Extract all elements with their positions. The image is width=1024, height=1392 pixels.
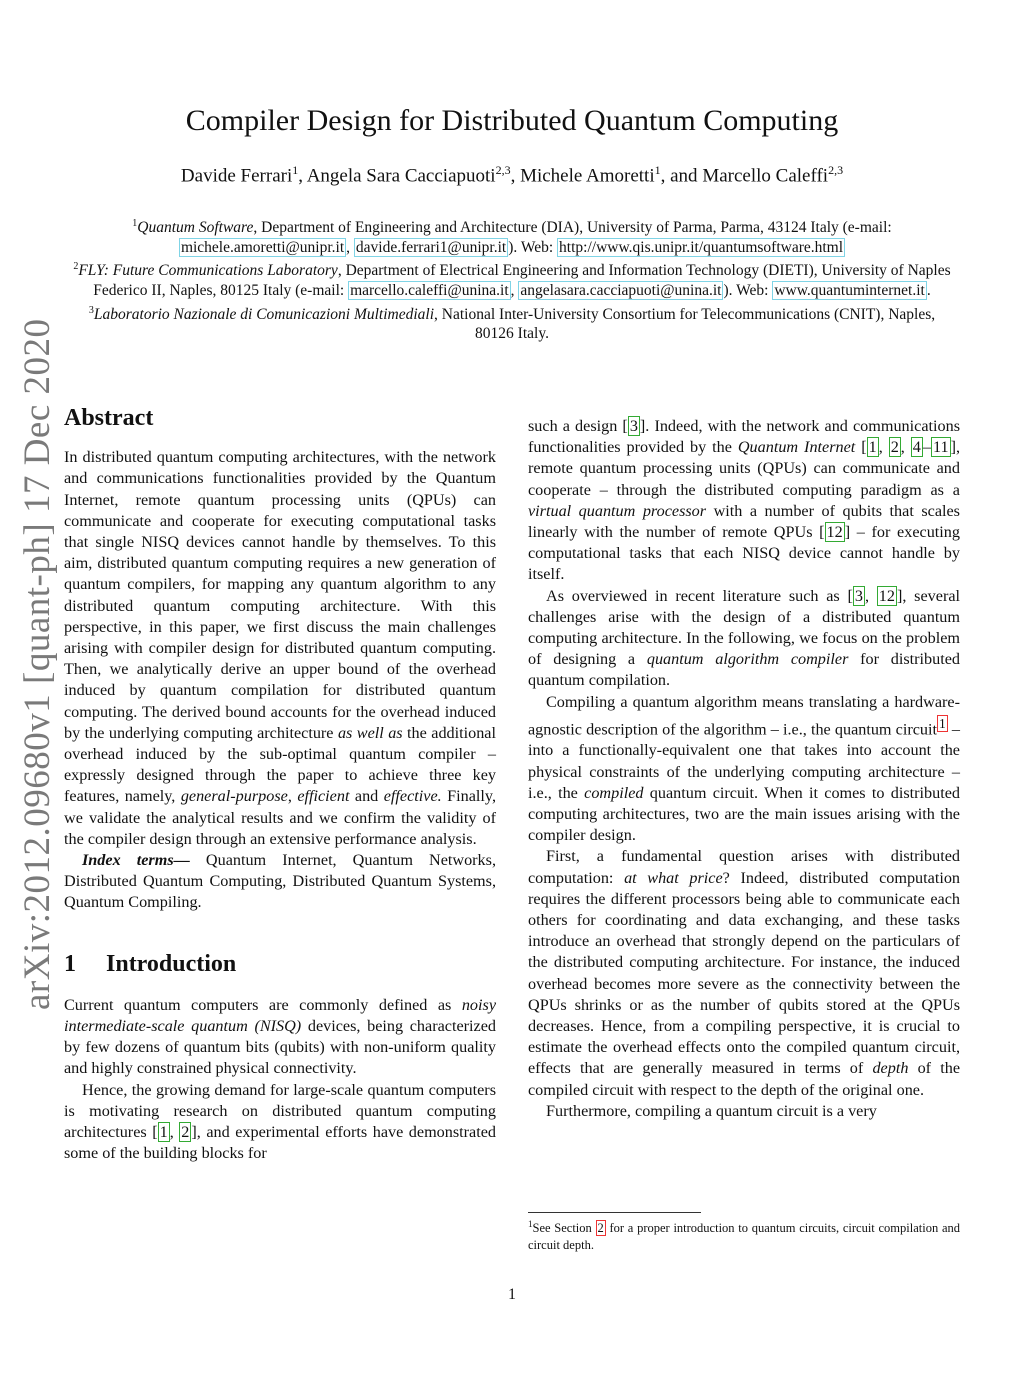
right-paragraph-3: Compiling a quantum algorithm means translating a hardware-agnostic description of the algorithm – i.e., the quantum circuit $^1$ – into a functionally-equivalent one that takes into account the physical constraints of the underlying computing architecture – i.e., the compiled quantum circuit. When it comes to distributed computing architectures, two are the main issues arising with the compiler design. bbox=[528, 692, 960, 845]
paper-title: Compiler Design for Distributed Quantum Computing bbox=[185, 104, 839, 137]
author-name: Davide Ferrari bbox=[180, 165, 293, 187]
right-column bbox=[528, 416, 960, 1122]
section-number: 1 bbox=[64, 950, 76, 977]
citation-link[interactable]: 4 bbox=[912, 438, 921, 457]
index-terms-label: Index terms— bbox=[82, 851, 190, 870]
citation-link[interactable]: 11 bbox=[932, 438, 949, 457]
left-column bbox=[64, 405, 497, 1165]
arxiv-identifier: arXiv:2012.09680v1 [quant-ph] 17 Dec 2020 bbox=[17, 318, 58, 1010]
author-affiliation-mark: 2,3 bbox=[828, 163, 844, 177]
author-name: Michele Amoretti bbox=[520, 165, 655, 187]
citation-link[interactable]: 1 bbox=[868, 438, 877, 457]
footnote-link[interactable]: 1 bbox=[939, 715, 946, 731]
page-number: 1 bbox=[508, 1286, 516, 1303]
index-terms: Index terms— Quantum Internet, Quantum Networks, Distributed Quantum Computing, Distributed Quantum Systems, Quantum Compiling. bbox=[64, 851, 496, 912]
intro-paragraph-2: Hence, the growing demand for large-scale quantum computers is motivating research on distributed quantum computing architectures [ 1 , 2 ], and experimental efforts have demonstrated some of the building blocks for bbox=[64, 1080, 497, 1163]
abstract-heading: Abstract bbox=[64, 405, 154, 431]
email-link[interactable]: michele.amoretti@unipr.it bbox=[180, 238, 345, 256]
author-affiliation-mark: 1 bbox=[654, 163, 661, 177]
footnote-number: 1 bbox=[528, 1219, 533, 1229]
citation-link[interactable]: 3 bbox=[629, 417, 638, 435]
author-name: Marcello Caleffi bbox=[702, 165, 829, 187]
email-link[interactable]: marcello.caleffi@unina.it bbox=[350, 282, 509, 300]
author-affiliation-mark: 1 bbox=[292, 163, 299, 177]
web-link[interactable]: www.quantuminternet.it bbox=[774, 282, 925, 300]
citation-link[interactable]: 1 bbox=[159, 1123, 168, 1142]
footnote: $^1$See Section 2 for a proper introduction to quantum circuits, circuit compilation and circuit depth. bbox=[528, 1219, 961, 1253]
affiliation-3: $^3$Laboratorio Nazionale di Comunicazioni Multimediali, National Inter-University Consortium for Telecommunications (CNIT), Naples, 80126 Italy. bbox=[88, 304, 936, 343]
abstract-paragraph: In distributed quantum computing architectures, with the network and communications functionalities provided by the Quantum Internet, remote quantum processing units (QPUs) can communicate and cooperate for executing computational tasks that single NISQ devices cannot handle by themselves. To this aim, distributed quantum computing requires a new generation of quantum compilers, for mapping any quantum algorithm to any distributed quantum computing architecture. With this perspective, in this paper, we first discuss the main challenges arising with compiler design for distributed quantum computing. Then, we analytically derive an upper bound of the overhead induced by quantum compilation for distributed quantum computing. The derived bound accounts for the overhead induced by the underlying computing architecture as well as the additional overhead induced by the sub-optimal quantum compiler – expressly designed through the paper to achieve three key features, namely, general-purpose, efficient and effective. Finally, we validate the analytical results and we confirm the validity of the compiler design through an extensive performance analysis. bbox=[64, 448, 496, 848]
intro-paragraph-1: Current quantum computers are commonly defined as noisy intermediate-scale quantum (NISQ) devices, being characterized by few dozens of quantum bits (qubits) with non-uniform quality and highly constrained physical connectivity. bbox=[64, 995, 496, 1078]
right-paragraph-2: As overviewed in recent literature such as [ 3 , 12 ], several challenges arise with the design of a distributed quantum computing architecture. In the following, we focus on the problem of designing a quantum algorithm compiler for distributed quantum compilation. bbox=[528, 586, 961, 690]
right-paragraph-5: Furthermore, compiling a quantum circuit is a very bbox=[546, 1101, 877, 1120]
citation-link[interactable]: 12 bbox=[826, 523, 843, 542]
right-paragraph-1: such a design [ 3 ]. Indeed, with the network and communications functionalities provided by the Quantum Internet [ 1 , 2 , 4 – 11 ], remote quantum processing units (QPUs) can communicate and cooperate – through the distributed computing paradigm as a virtual quantum processor with a number of qubits that scales linearly with the number of remote QPUs [ 12 ] – for executing computational tasks that each NISQ device cannot handle by itself. bbox=[528, 417, 960, 584]
right-paragraph-4: First, a fundamental question arises with distributed computation: at what price? Indeed, distributed computation requires the different processors being able to communicate each others for coordinating and data exchanging, and these tasks introduce an overhead that strongly depend on the particulars of the distributed computing architecture. For instance, the induced overhead becomes more severe as the connectivity between the QPUs shrinks or as the number of qubits stored at the QPUs decreases. Hence, from a compiling perspective, it is crucial to estimate the overhead effects onto the compiled quantum circuit, effects that are generally measured in terms of depth of the compiled circuit with respect to the depth of the original one. bbox=[528, 847, 961, 1099]
section-link[interactable]: 2 bbox=[597, 1221, 604, 1236]
citation-link[interactable]: 3 bbox=[854, 586, 863, 605]
footnote-divider bbox=[528, 1212, 701, 1213]
introduction-heading: 1 Introduction bbox=[64, 950, 237, 977]
affiliation-1: $^1$Quantum Software, Department of Engineering and Architecture (DIA), University of Parma, Parma, 43124 Italy (e-mail: michele.amoretti@unipr.it , davide.ferrari1@unipr.it ). Web: http://www.qis.unipr.it/quantumsoftware.html bbox=[132, 218, 892, 256]
citation-link[interactable]: 2 bbox=[890, 438, 899, 457]
author-list: Davide Ferrari$^1$, Angela Sara Cacciapuoti$^{2,3}$, Michele Amoretti$^1$, and Marcello Caleffi$^{2,3}$ bbox=[180, 163, 844, 187]
email-link[interactable]: davide.ferrari1@unipr.it bbox=[355, 238, 507, 256]
author-name: Angela Sara Cacciapuoti bbox=[306, 165, 496, 187]
web-link[interactable]: http://www.qis.unipr.it/quantumsoftware.html bbox=[559, 238, 844, 256]
affiliations bbox=[70, 214, 954, 344]
citation-link[interactable]: 2 bbox=[181, 1123, 190, 1142]
affiliation-2: $^2$FLY: Future Communications Laboratory, Department of Electrical Engineering and Information Technology (DIETI), University of Naples Federico II, Naples, 80125 Italy (e-mail: marcello.caleffi@unina.it , angelasara.cacciapuoti@unina.it ). Web: www.quantuminternet.it . bbox=[73, 261, 951, 300]
author-affiliation-mark: 2,3 bbox=[495, 163, 511, 177]
citation-link[interactable]: 12 bbox=[878, 586, 895, 605]
email-link[interactable]: angelasara.cacciapuoti@unina.it bbox=[520, 282, 722, 300]
